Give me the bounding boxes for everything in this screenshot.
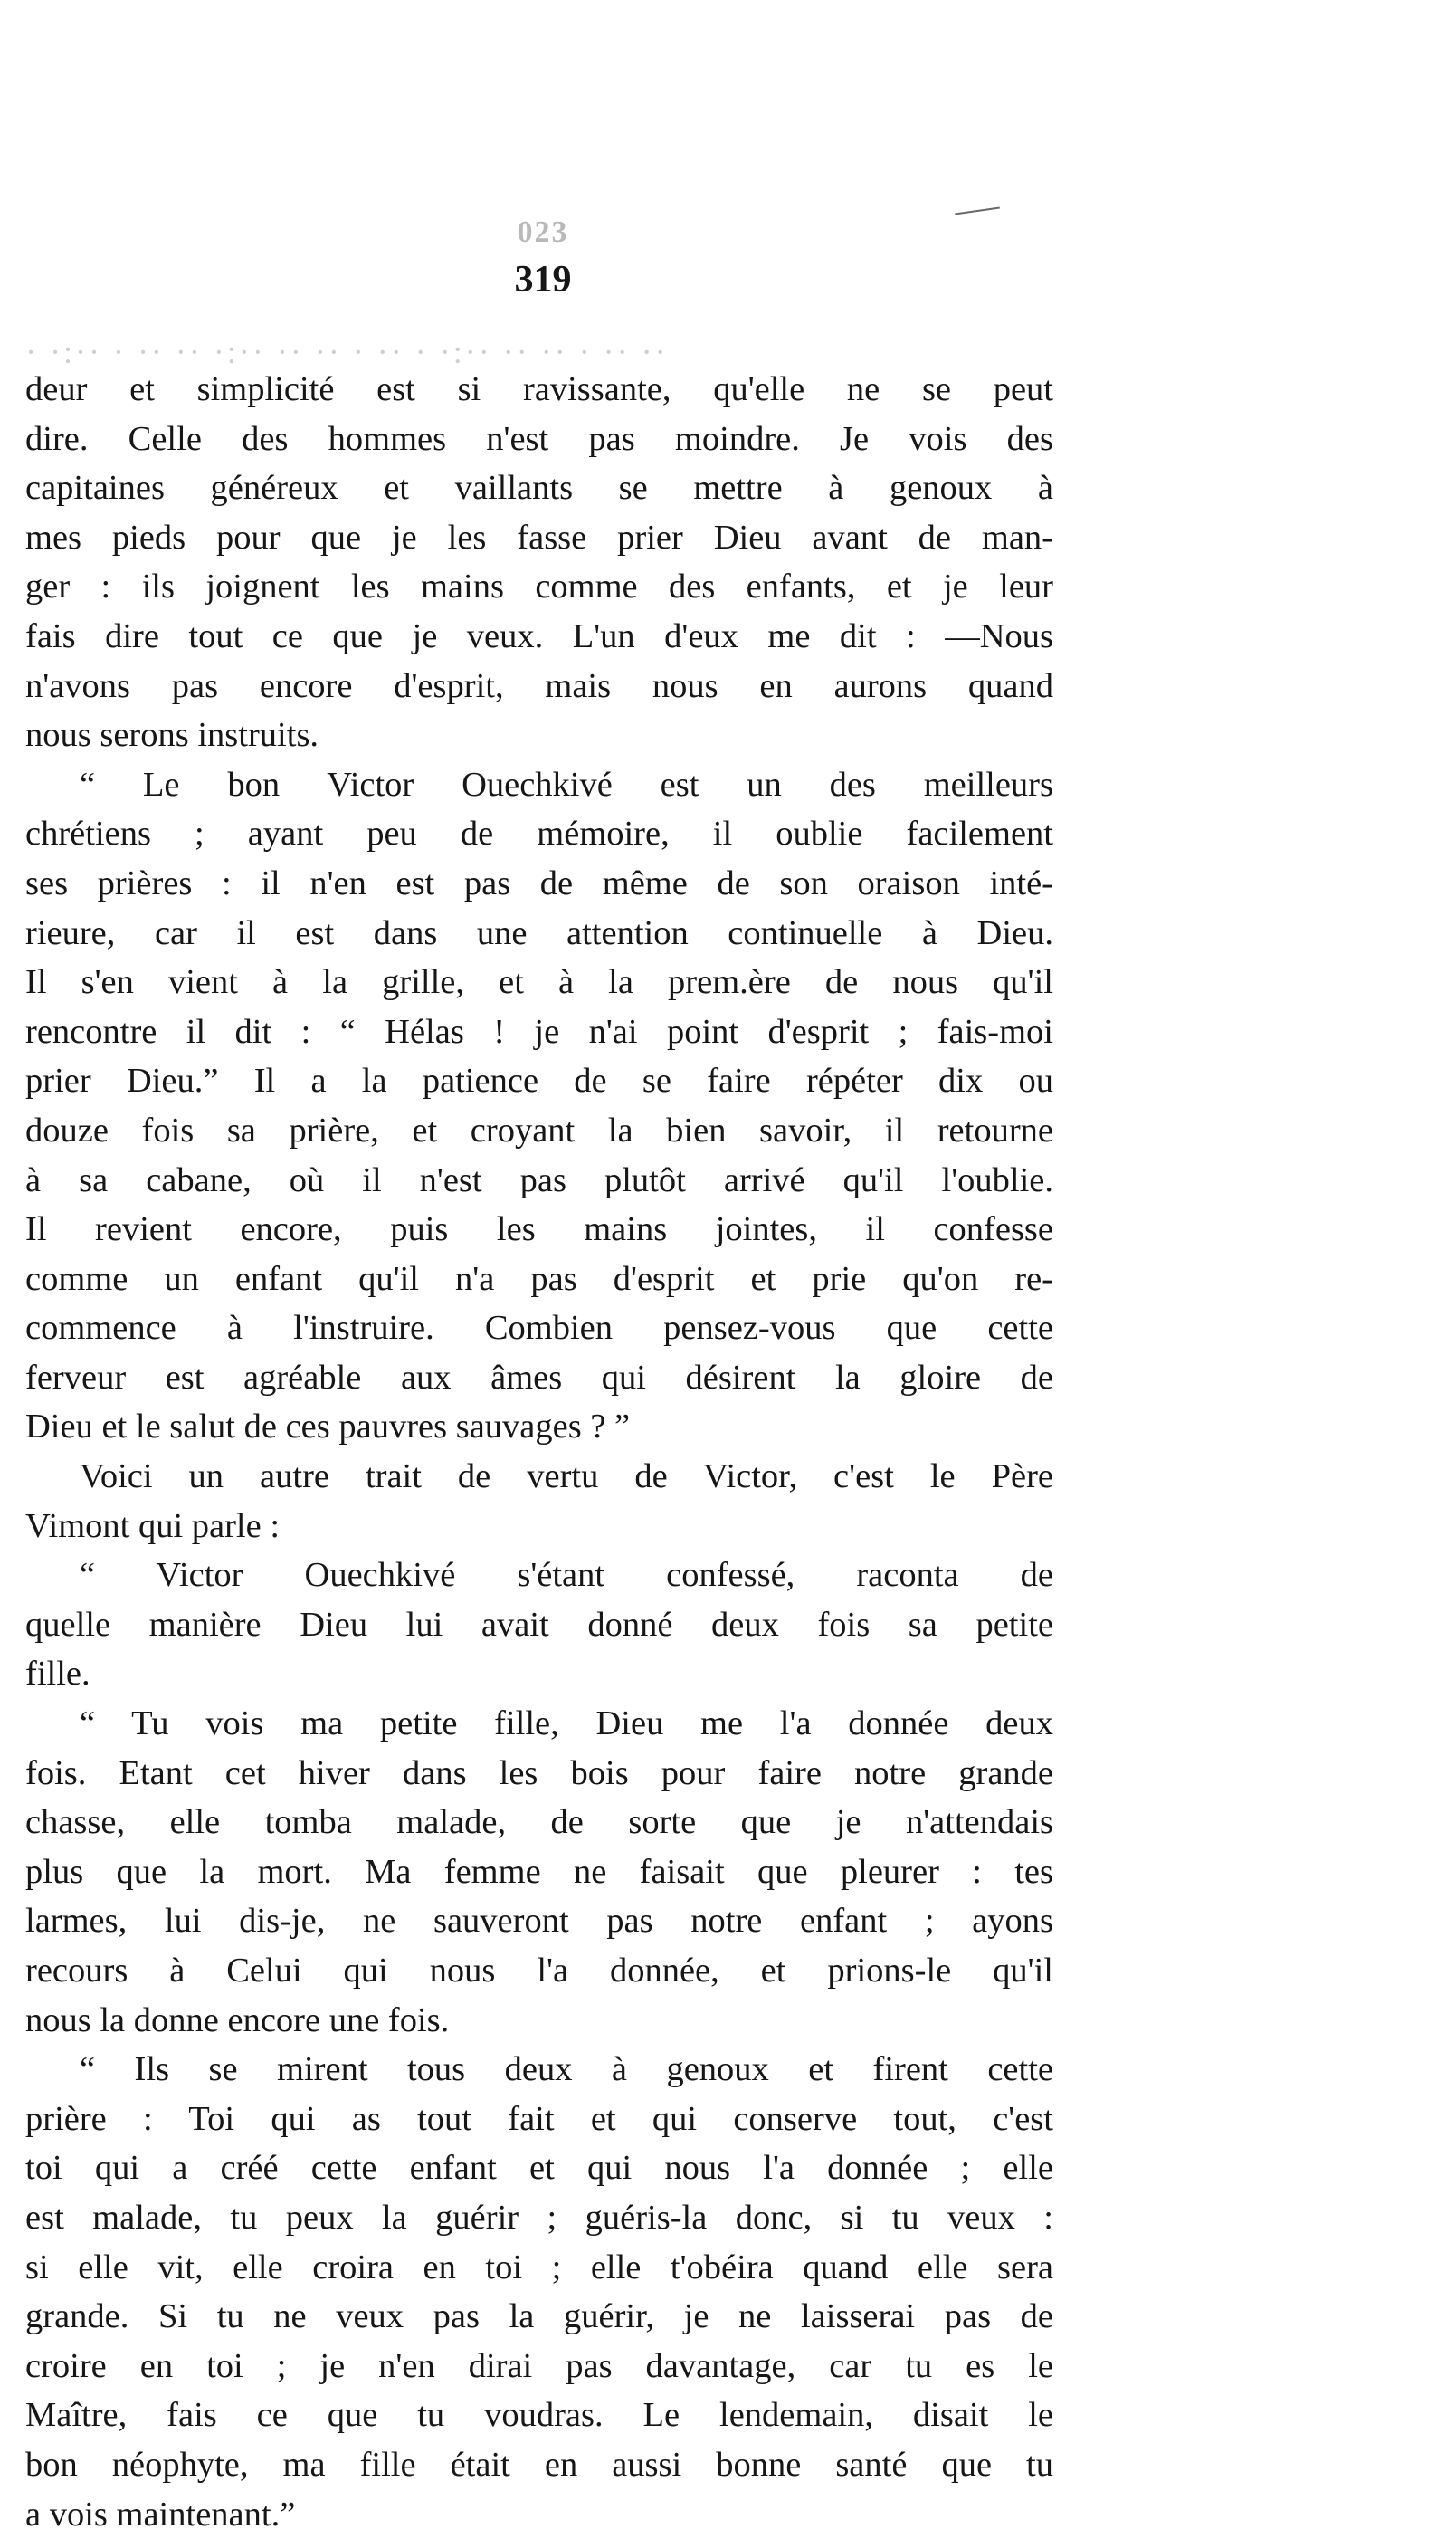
text-line: toi qui a créé cette enfant et qui nous l'a donnée ; elle <box>25 2149 1053 2188</box>
text-line: ses prières : il n'en est pas de même de son oraison inté- <box>25 864 1053 902</box>
text-line: chasse, elle tomba malade, de sorte que je n'attendais <box>25 1803 1053 1842</box>
text-line: “ Ils se mirent tous deux à genoux et firent cette <box>80 2050 1053 2089</box>
text-line: larmes, lui dis-je, ne sauveront pas notre enfant ; ayons <box>25 1902 1053 1941</box>
text-line: ger : ils joignent les mains comme des enfants, et je leur <box>25 568 1053 606</box>
text-line: “ Le bon Victor Ouechkivé est un des meilleurs <box>80 765 1053 804</box>
text-line: “ Victor Ouechkivé s'étant confessé, raconta de <box>80 1556 1053 1595</box>
text-line: dire. Celle des hommes n'est pas moindre. Je vois des <box>25 419 1053 458</box>
text-line: quelle manière Dieu lui avait donné deux fois sa petite <box>25 1605 1053 1644</box>
text-line: comme un enfant qu'il n'a pas d'esprit et prie qu'on re- <box>25 1259 1053 1298</box>
text-line: commence à l'instruire. Combien pensez-vous que cette <box>25 1309 1053 1348</box>
text-line: bon néophyte, ma fille était en aussi bonne santé que tu <box>25 2445 1053 2484</box>
text-line: à sa cabane, où il n'est pas plutôt arrivé qu'il l'oublie. <box>25 1160 1053 1199</box>
text-line: rencontre il dit : “ Hélas ! je n'ai point d'esprit ; fais-moi <box>25 1012 1053 1051</box>
text-line: recours à Celui qui nous l'a donnée, et prions-le qu'il <box>25 1952 1053 1990</box>
text-line: n'avons pas encore d'esprit, mais nous en aurons quand <box>25 666 1053 705</box>
body-text <box>25 365 1053 2539</box>
text-line: fille. <box>25 1655 90 1694</box>
text-line: mes pieds pour que je les fasse prier Dieu avant de man- <box>25 518 1053 557</box>
show-through-text: · ·:·· · ·· ·· ·:·· ·· ·· · ·· · ·:·· ·· ·· · ·· ·· <box>25 334 669 370</box>
text-line: nous serons instruits. <box>25 716 319 755</box>
text-line: douze fois sa prière, et croyant la bien savoir, il retourne <box>25 1111 1053 1150</box>
text-line: Il s'en vient à la grille, et à la prem.ère de nous qu'il <box>25 963 1053 1002</box>
text-line: grande. Si tu ne veux pas la guérir, je ne laisserai pas de <box>25 2297 1053 2336</box>
text-line: Il revient encore, puis les mains jointes, il confesse <box>25 1210 1053 1249</box>
text-line: Maître, fais ce que tu voudras. Le lendemain, disait le <box>25 2396 1053 2435</box>
text-line: prière : Toi qui as tout fait et qui conserve tout, c'est <box>25 2099 1053 2138</box>
text-line: “ Tu vois ma petite fille, Dieu me l'a donnée deux <box>80 1704 1053 1743</box>
text-line: rieure, car il est dans une attention continuelle à Dieu. <box>25 913 1053 952</box>
text-line: est malade, tu peux la guérir ; guéris-la donc, si tu veux : <box>25 2198 1053 2237</box>
text-line: si elle vit, elle croira en toi ; elle t'obéira quand elle sera <box>25 2248 1053 2286</box>
text-line: Vimont qui parle : <box>25 1506 281 1545</box>
ink-mark <box>955 207 1000 215</box>
text-line: nous la donne encore une fois. <box>25 2000 450 2039</box>
text-line: croire en toi ; je n'en dirai pas davantage, car tu es le <box>25 2346 1053 2385</box>
text-line: plus que la mort. Ma femme ne faisait que pleurer : tes <box>25 1852 1053 1891</box>
text-line: chrétiens ; ayant peu de mémoire, il oublie facilement <box>25 815 1053 854</box>
text-line: prier Dieu.” Il a la patience de se faire répéter dix ou <box>25 1062 1053 1101</box>
text-line: a vois maintenant.” <box>25 2495 296 2534</box>
text-line: deur et simplicité est si ravissante, qu'elle ne se peut <box>25 370 1053 408</box>
page-number: 319 <box>514 259 572 301</box>
text-line: fais dire tout ce que je veux. L'un d'eux me dit : —Nous <box>25 616 1053 655</box>
text-line: Voici un autre trait de vertu de Victor, c'est le Père <box>80 1457 1053 1496</box>
text-line: Dieu et le salut de ces pauvres sauvages ? ” <box>25 1408 631 1446</box>
text-line: fois. Etant cet hiver dans les bois pour faire notre grande <box>25 1753 1053 1792</box>
text-line: capitaines généreux et vaillants se mettre à genoux à <box>25 469 1053 508</box>
text-line: ferveur est agréable aux âmes qui désirent la gloire de <box>25 1358 1053 1397</box>
faint-page-number: 023 <box>517 215 569 249</box>
